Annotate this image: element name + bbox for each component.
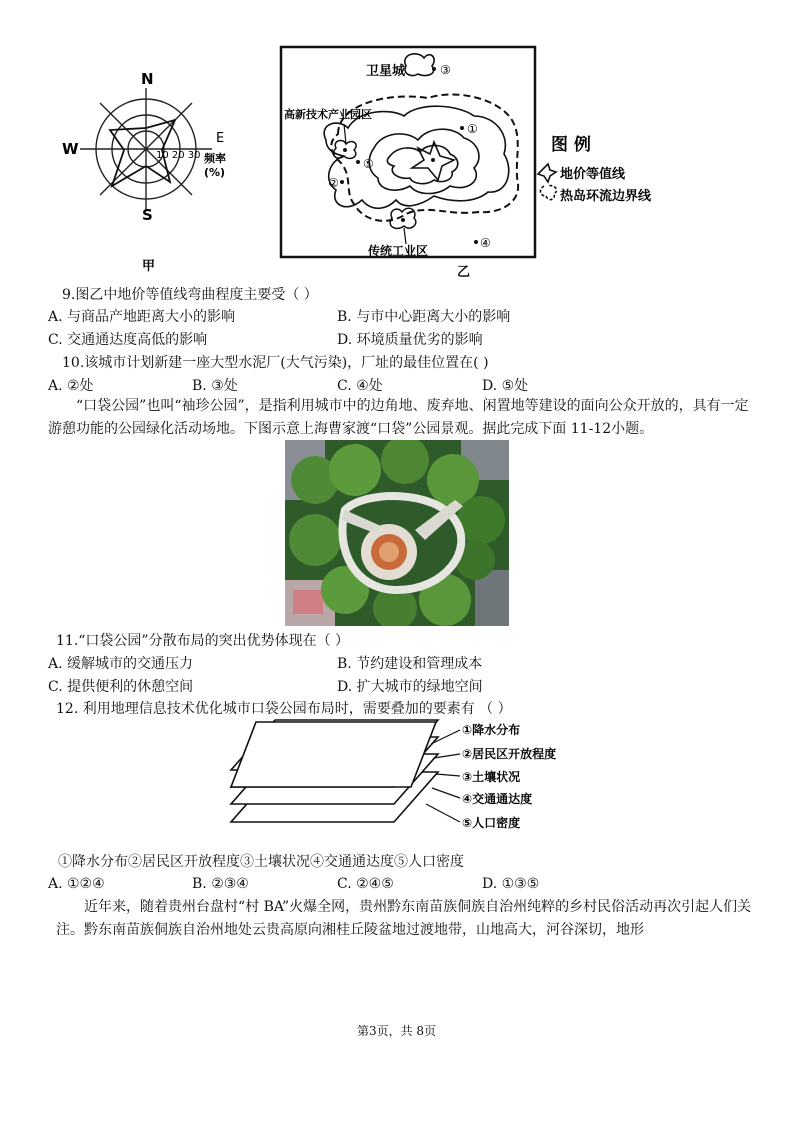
q12-option-b: B. ②③④ bbox=[192, 876, 249, 892]
q9-option-a: A. 与商品产地距离大小的影响 bbox=[48, 309, 236, 325]
question-10-stem: 10.该城市计划新建一座大型水泥厂(大气污染)，厂址的最佳位置在( ) bbox=[62, 355, 489, 371]
legend-land-price-contour: 地价等值线 bbox=[560, 167, 626, 182]
q9-option-c: C. 交通通达度高低的影响 bbox=[48, 332, 208, 348]
q10-option-a: A. ②处 bbox=[48, 378, 94, 394]
figure-yi-caption: 乙 bbox=[457, 265, 471, 280]
q9-option-d: D. 环境质量优劣的影响 bbox=[337, 332, 483, 348]
east-label: E bbox=[216, 131, 225, 146]
west-label: W bbox=[62, 140, 79, 158]
question-11-stem: 11.“口袋公园”分散布局的突出优势体现在（ ） bbox=[56, 633, 350, 649]
legend-heat-island-boundary: 热岛环流边界线 bbox=[560, 189, 652, 204]
q9-option-b: B. 与市中心距离大小的影响 bbox=[337, 309, 511, 325]
q10-option-d: D. ⑤处 bbox=[482, 378, 529, 394]
point-2-label: ② bbox=[328, 176, 339, 190]
frequency-label: 频率 bbox=[204, 152, 226, 165]
pocket-park-intro: “口袋公园”也叫“袖珍公园”，是指利用城市中的边角地、废弃地、闲置地等建设的面向公众开放的，具有一定游憩功能的公园绿化活动场地。下图示意上海曹家渡“口袋”公园景观。据此完成下面 11-12小题。 bbox=[48, 398, 749, 437]
layer-soil: ③土壤状况 bbox=[462, 770, 521, 784]
figure-jia-caption: 甲 bbox=[142, 259, 156, 274]
north-label: N bbox=[141, 70, 154, 88]
q10-option-b: B. ③处 bbox=[192, 378, 238, 394]
q11-option-b: B. 节约建设和管理成本 bbox=[337, 656, 483, 672]
layer-traffic-accessibility: ④交通通达度 bbox=[462, 792, 533, 806]
hightech-park-label: 高新技术产业园区 bbox=[284, 108, 372, 121]
legend-title: 图 例 bbox=[551, 135, 591, 155]
gis-layers-figure bbox=[226, 716, 586, 846]
layer-residential-openness: ②居民区开放程度 bbox=[462, 747, 557, 761]
q12-option-a: A. ①②④ bbox=[48, 876, 105, 892]
q11-option-d: D. 扩大城市的绿地空间 bbox=[337, 679, 483, 695]
south-label: S bbox=[142, 206, 153, 224]
question-12-stem: 12. 利用地理信息技术优化城市口袋公园布局时，需要叠加的要素有 （ ） bbox=[56, 701, 512, 717]
layer-population-density: ⑤人口密度 bbox=[462, 816, 521, 830]
page-footer: 第3页，共 8页 bbox=[356, 1024, 437, 1038]
q12-layer-list: ①降水分布②居民区开放程度③土壤状况④交通通达度⑤人口密度 bbox=[58, 854, 464, 870]
heat-island-boundary-icon bbox=[540, 186, 556, 200]
q11-option-a: A. 缓解城市的交通压力 bbox=[48, 656, 194, 672]
q11-option-c: C. 提供便利的休憩空间 bbox=[48, 679, 194, 695]
q12-option-c: C. ②④⑤ bbox=[337, 876, 394, 892]
q10-option-c: C. ④处 bbox=[337, 378, 383, 394]
question-9-stem: 9.图乙中地价等值线弯曲程度主要受（ ） bbox=[62, 287, 318, 303]
land-price-contour-icon bbox=[538, 164, 556, 182]
point-1-label: ① bbox=[467, 122, 478, 136]
city-map-figure bbox=[278, 44, 688, 284]
satellite-town-label: 卫星城 bbox=[366, 64, 406, 79]
point-4-label: ④ bbox=[480, 236, 491, 250]
q12-option-d: D. ①③⑤ bbox=[482, 876, 540, 892]
layer-precipitation: ①降水分布 bbox=[462, 723, 521, 737]
wind-rose-figure bbox=[50, 70, 250, 280]
frequency-unit: (%) bbox=[204, 166, 226, 179]
point-5-label: ⑤ bbox=[363, 157, 374, 171]
point-3-label: ③ bbox=[440, 63, 451, 77]
traditional-industry-label: 传统工业区 bbox=[368, 244, 429, 258]
scale-label: 10 20 30 bbox=[156, 150, 201, 161]
pocket-park-aerial-photo bbox=[285, 440, 509, 626]
guizhou-paragraph: 近年来，随着贵州台盘村“村 BA”火爆全网，贵州黔东南苗族侗族自治州纯粹的乡村民俗活动再次引起人们关注。黔东南苗族侗族自治州地处云贵高原向湘桂丘陵盆地过渡地带，山地高大，河谷深切，地形 bbox=[56, 899, 752, 938]
